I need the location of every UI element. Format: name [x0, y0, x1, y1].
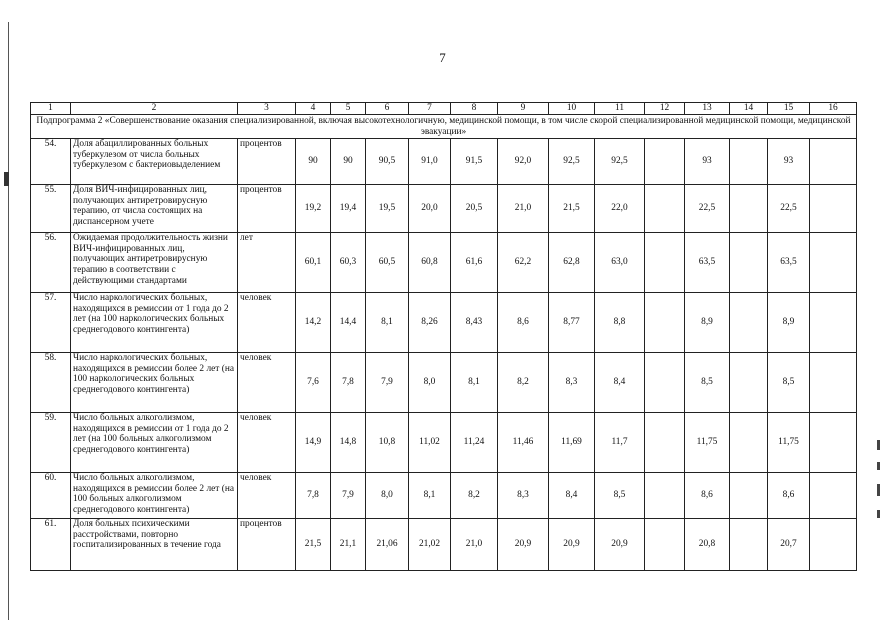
value-cell: 20,5 [451, 185, 498, 233]
value-cell: 7,9 [331, 473, 366, 519]
indicator-name: Число наркологических больных, находящихся в ремиссии более 2 лет (на 100 наркологических больных среднегодового контингента) [71, 353, 238, 413]
value-cell [645, 353, 685, 413]
indicators-table [30, 102, 857, 571]
value-cell: 20,0 [409, 185, 451, 233]
indicator-name: Число больных алкоголизмом, находящихся в ремиссии от 1 года до 2 лет (на 100 больных алкоголизмом среднегодового контингента) [71, 413, 238, 473]
value-cell: 60,1 [296, 233, 331, 293]
column-number-cell: 12 [645, 103, 685, 115]
indicator-name: Доля больных психическими расстройствами, повторно госпитализированных в течение года [71, 519, 238, 571]
value-cell: 11,69 [549, 413, 595, 473]
value-cell: 7,6 [296, 353, 331, 413]
column-number-cell: 13 [685, 103, 730, 115]
value-cell: 8,1 [451, 353, 498, 413]
value-cell: 19,4 [331, 185, 366, 233]
value-cell: 8,26 [409, 293, 451, 353]
value-cell: 20,7 [768, 519, 810, 571]
row-number: 60. [31, 473, 71, 519]
value-cell: 21,0 [498, 185, 549, 233]
table-body [31, 103, 857, 571]
value-cell: 8,4 [549, 473, 595, 519]
value-cell: 8,9 [685, 293, 730, 353]
value-cell: 20,9 [498, 519, 549, 571]
value-cell: 14,9 [296, 413, 331, 473]
row-number: 56. [31, 233, 71, 293]
value-cell: 8,6 [768, 473, 810, 519]
value-cell: 8,2 [498, 353, 549, 413]
column-number-cell: 1 [31, 103, 71, 115]
column-number-cell: 15 [768, 103, 810, 115]
value-cell: 8,5 [768, 353, 810, 413]
table-row [31, 139, 857, 185]
value-cell [730, 519, 768, 571]
value-cell [810, 413, 857, 473]
value-cell: 61,6 [451, 233, 498, 293]
table-row [31, 413, 857, 473]
value-cell: 93 [685, 139, 730, 185]
scan-mark [4, 172, 9, 186]
value-cell: 8,77 [549, 293, 595, 353]
subprogram-title: Подпрограмма 2 «Совершенствование оказания специализированной, включая высокотехнологичную, медицинской помощи, в том числе скорой специализированной медицинской помощи, медицинской эвакуации» [31, 115, 857, 139]
value-cell: 60,5 [366, 233, 409, 293]
value-cell: 20,8 [685, 519, 730, 571]
value-cell: 92,5 [549, 139, 595, 185]
value-cell: 90 [296, 139, 331, 185]
column-number-cell: 7 [409, 103, 451, 115]
value-cell: 7,9 [366, 353, 409, 413]
value-cell: 8,5 [595, 473, 645, 519]
indicator-name: Число наркологических больных, находящихся в ремиссии от 1 года до 2 лет (на 100 наркологических больных среднегодового контингента) [71, 293, 238, 353]
indicator-name: Доля ВИЧ-инфицированных лиц, получающих антиретровирусную терапию, от числа состоящих на диспансерном учете [71, 185, 238, 233]
value-cell [810, 519, 857, 571]
value-cell: 8,0 [409, 353, 451, 413]
value-cell [730, 293, 768, 353]
value-cell: 8,1 [366, 293, 409, 353]
value-cell: 90 [331, 139, 366, 185]
column-number-cell: 14 [730, 103, 768, 115]
value-cell: 11,46 [498, 413, 549, 473]
value-cell [645, 519, 685, 571]
value-cell: 91,5 [451, 139, 498, 185]
value-cell [730, 185, 768, 233]
value-cell: 92,5 [595, 139, 645, 185]
column-number-cell: 10 [549, 103, 595, 115]
value-cell: 20,9 [549, 519, 595, 571]
value-cell: 8,0 [366, 473, 409, 519]
value-cell: 22,5 [685, 185, 730, 233]
row-number: 59. [31, 413, 71, 473]
value-cell: 21,0 [451, 519, 498, 571]
value-cell [810, 293, 857, 353]
value-cell: 93 [768, 139, 810, 185]
value-cell [645, 473, 685, 519]
value-cell: 91,0 [409, 139, 451, 185]
table-row [31, 353, 857, 413]
column-number-cell: 3 [238, 103, 296, 115]
unit-cell: человек [238, 353, 296, 413]
indicator-name: Доля абациллированных больных туберкулезом от числа больных туберкулезом с бактериовыделением [71, 139, 238, 185]
row-number: 54. [31, 139, 71, 185]
row-number: 57. [31, 293, 71, 353]
value-cell: 63,5 [685, 233, 730, 293]
column-number-cell: 11 [595, 103, 645, 115]
value-cell: 7,8 [331, 353, 366, 413]
value-cell: 92,0 [498, 139, 549, 185]
value-cell: 63,0 [595, 233, 645, 293]
value-cell: 22,5 [768, 185, 810, 233]
row-number: 58. [31, 353, 71, 413]
value-cell: 21,02 [409, 519, 451, 571]
value-cell: 11,02 [409, 413, 451, 473]
value-cell [810, 233, 857, 293]
value-cell: 8,6 [498, 293, 549, 353]
value-cell: 21,5 [296, 519, 331, 571]
value-cell: 21,1 [331, 519, 366, 571]
unit-cell: человек [238, 293, 296, 353]
subprogram-row [31, 115, 857, 139]
indicator-name: Число больных алкоголизмом, находящихся в ремиссии более 2 лет (на 100 больных алкоголизмом среднегодового контингента) [71, 473, 238, 519]
column-number-cell: 9 [498, 103, 549, 115]
table-row [31, 233, 857, 293]
value-cell: 62,8 [549, 233, 595, 293]
value-cell: 14,2 [296, 293, 331, 353]
value-cell: 8,3 [549, 353, 595, 413]
table-row [31, 185, 857, 233]
row-number: 61. [31, 519, 71, 571]
value-cell: 11,75 [768, 413, 810, 473]
value-cell: 11,24 [451, 413, 498, 473]
column-number-cell: 8 [451, 103, 498, 115]
unit-cell: процентов [238, 185, 296, 233]
value-cell: 19,5 [366, 185, 409, 233]
value-cell: 21,5 [549, 185, 595, 233]
value-cell: 90,5 [366, 139, 409, 185]
value-cell: 8,43 [451, 293, 498, 353]
value-cell: 8,9 [768, 293, 810, 353]
value-cell [730, 353, 768, 413]
value-cell [810, 185, 857, 233]
column-number-cell: 4 [296, 103, 331, 115]
unit-cell: процентов [238, 139, 296, 185]
column-number-cell: 5 [331, 103, 366, 115]
value-cell: 8,8 [595, 293, 645, 353]
value-cell [810, 139, 857, 185]
column-number-cell: 2 [71, 103, 238, 115]
value-cell: 63,5 [768, 233, 810, 293]
unit-cell: процентов [238, 519, 296, 571]
value-cell: 60,3 [331, 233, 366, 293]
column-number-cell: 16 [810, 103, 857, 115]
value-cell [645, 293, 685, 353]
value-cell: 14,8 [331, 413, 366, 473]
value-cell: 60,8 [409, 233, 451, 293]
value-cell: 20,9 [595, 519, 645, 571]
value-cell: 21,06 [366, 519, 409, 571]
value-cell: 8,3 [498, 473, 549, 519]
value-cell: 8,4 [595, 353, 645, 413]
value-cell: 19,2 [296, 185, 331, 233]
value-cell: 8,6 [685, 473, 730, 519]
value-cell: 8,5 [685, 353, 730, 413]
table-row [31, 519, 857, 571]
value-cell [730, 139, 768, 185]
value-cell: 8,1 [409, 473, 451, 519]
value-cell [730, 473, 768, 519]
scan-marks-right [877, 440, 881, 530]
unit-cell: человек [238, 413, 296, 473]
value-cell: 11,75 [685, 413, 730, 473]
value-cell: 22,0 [595, 185, 645, 233]
value-cell [810, 353, 857, 413]
value-cell [730, 233, 768, 293]
value-cell: 10,8 [366, 413, 409, 473]
table-row [31, 293, 857, 353]
page-number: 7 [439, 50, 446, 65]
table-row [31, 473, 857, 519]
value-cell: 11,7 [595, 413, 645, 473]
value-cell: 8,2 [451, 473, 498, 519]
value-cell [730, 413, 768, 473]
scan-margin-line [8, 22, 9, 620]
unit-cell: человек [238, 473, 296, 519]
value-cell [645, 139, 685, 185]
value-cell [645, 185, 685, 233]
value-cell [645, 413, 685, 473]
value-cell [810, 473, 857, 519]
value-cell: 14,4 [331, 293, 366, 353]
indicator-name: Ожидаемая продолжительность жизни ВИЧ-инфицированных лиц, получающих антиретровирусную терапию в соответствии с действующими стандартами [71, 233, 238, 293]
row-number: 55. [31, 185, 71, 233]
value-cell [645, 233, 685, 293]
value-cell: 7,8 [296, 473, 331, 519]
column-number-cell: 6 [366, 103, 409, 115]
column-number-row [31, 103, 857, 115]
unit-cell: лет [238, 233, 296, 293]
value-cell: 62,2 [498, 233, 549, 293]
